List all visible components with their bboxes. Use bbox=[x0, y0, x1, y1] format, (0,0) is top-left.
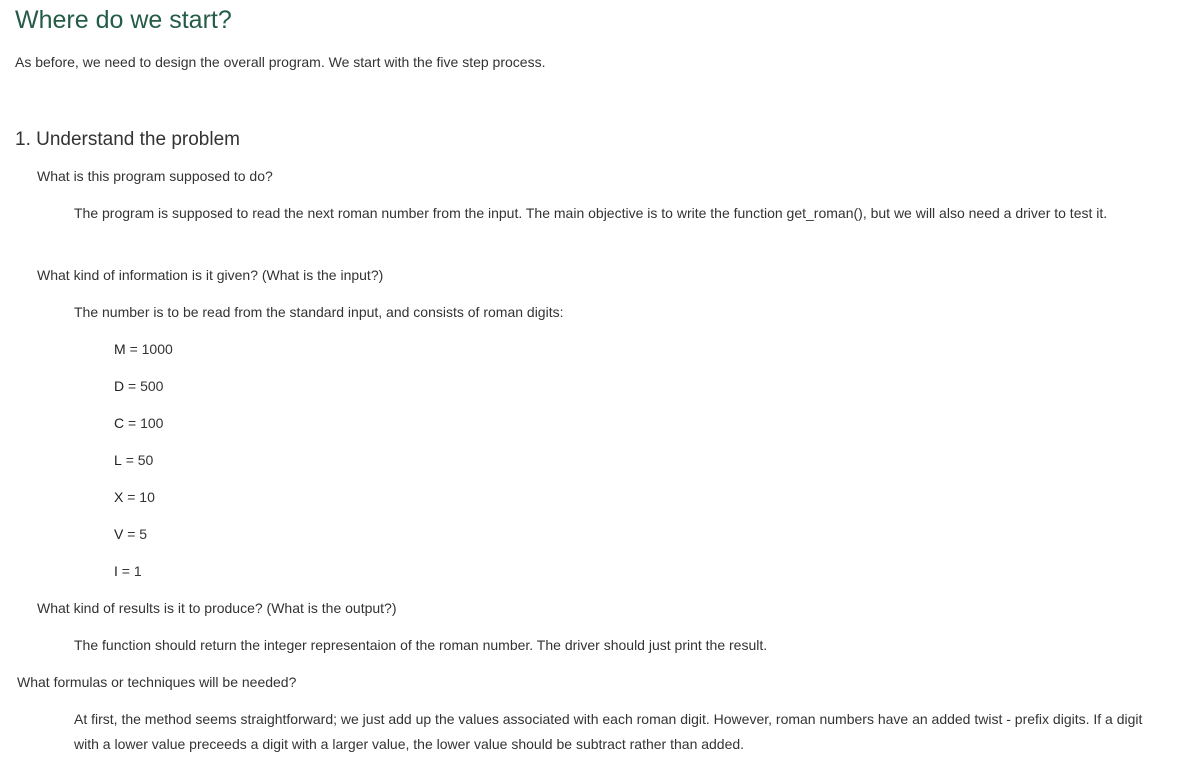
roman-digit-d bbox=[114, 376, 163, 396]
question-output: What kind of results is it to produce? (What is the output?) bbox=[37, 600, 397, 616]
roman-digit-value: = 500 bbox=[128, 378, 164, 394]
answer-input: The number is to be read from the standard input, and consists of roman digits: bbox=[74, 304, 564, 320]
roman-digit-symbol: C bbox=[114, 415, 125, 431]
roman-digit-value: = 10 bbox=[127, 489, 155, 505]
roman-digit-i bbox=[114, 561, 142, 581]
roman-digit-value: = 1 bbox=[121, 563, 142, 579]
roman-digit-l bbox=[114, 450, 153, 470]
roman-digit-value: = 5 bbox=[127, 526, 148, 542]
roman-digit-m bbox=[114, 339, 173, 359]
roman-digit-value: = 50 bbox=[125, 452, 154, 468]
question-input: What kind of information is it given? (What is the input?) bbox=[37, 267, 384, 283]
answer-techniques: At first, the method seems straightforward; we just add up the values associated with each roman digit. However, roman numbers have an added twist - prefix digits. If a digit with a lower value preceeds a digit with a larger value, the lower value should be subtract rather than added. bbox=[74, 711, 1143, 752]
roman-digit-symbol: V bbox=[114, 526, 124, 542]
section-heading: 1. Understand the problem bbox=[15, 129, 240, 150]
roman-digit-v bbox=[114, 524, 147, 544]
roman-digit-symbol: X bbox=[114, 489, 124, 505]
roman-digit-value: = 100 bbox=[128, 415, 164, 431]
answer-purpose: The program is supposed to read the next roman number from the input. The main objective is to write the function get_roman(), but we will also need a driver to test it. bbox=[74, 205, 1108, 221]
page-title: Where do we start? bbox=[15, 6, 232, 34]
intro-paragraph: As before, we need to design the overall program. We start with the five step process. bbox=[15, 54, 546, 70]
roman-digit-symbol: L bbox=[114, 452, 122, 468]
roman-digit-x bbox=[114, 487, 155, 507]
question-techniques: What formulas or techniques will be needed? bbox=[17, 674, 297, 690]
roman-digit-value: = 1000 bbox=[129, 341, 173, 357]
question-purpose: What is this program supposed to do? bbox=[37, 168, 273, 184]
roman-digit-symbol: M bbox=[114, 341, 126, 357]
roman-digit-c bbox=[114, 413, 163, 433]
roman-digit-symbol: D bbox=[114, 378, 125, 394]
answer-output: The function should return the integer representaion of the roman number. The driver should just print the result. bbox=[74, 637, 768, 653]
roman-digit-symbol: I bbox=[114, 563, 118, 579]
